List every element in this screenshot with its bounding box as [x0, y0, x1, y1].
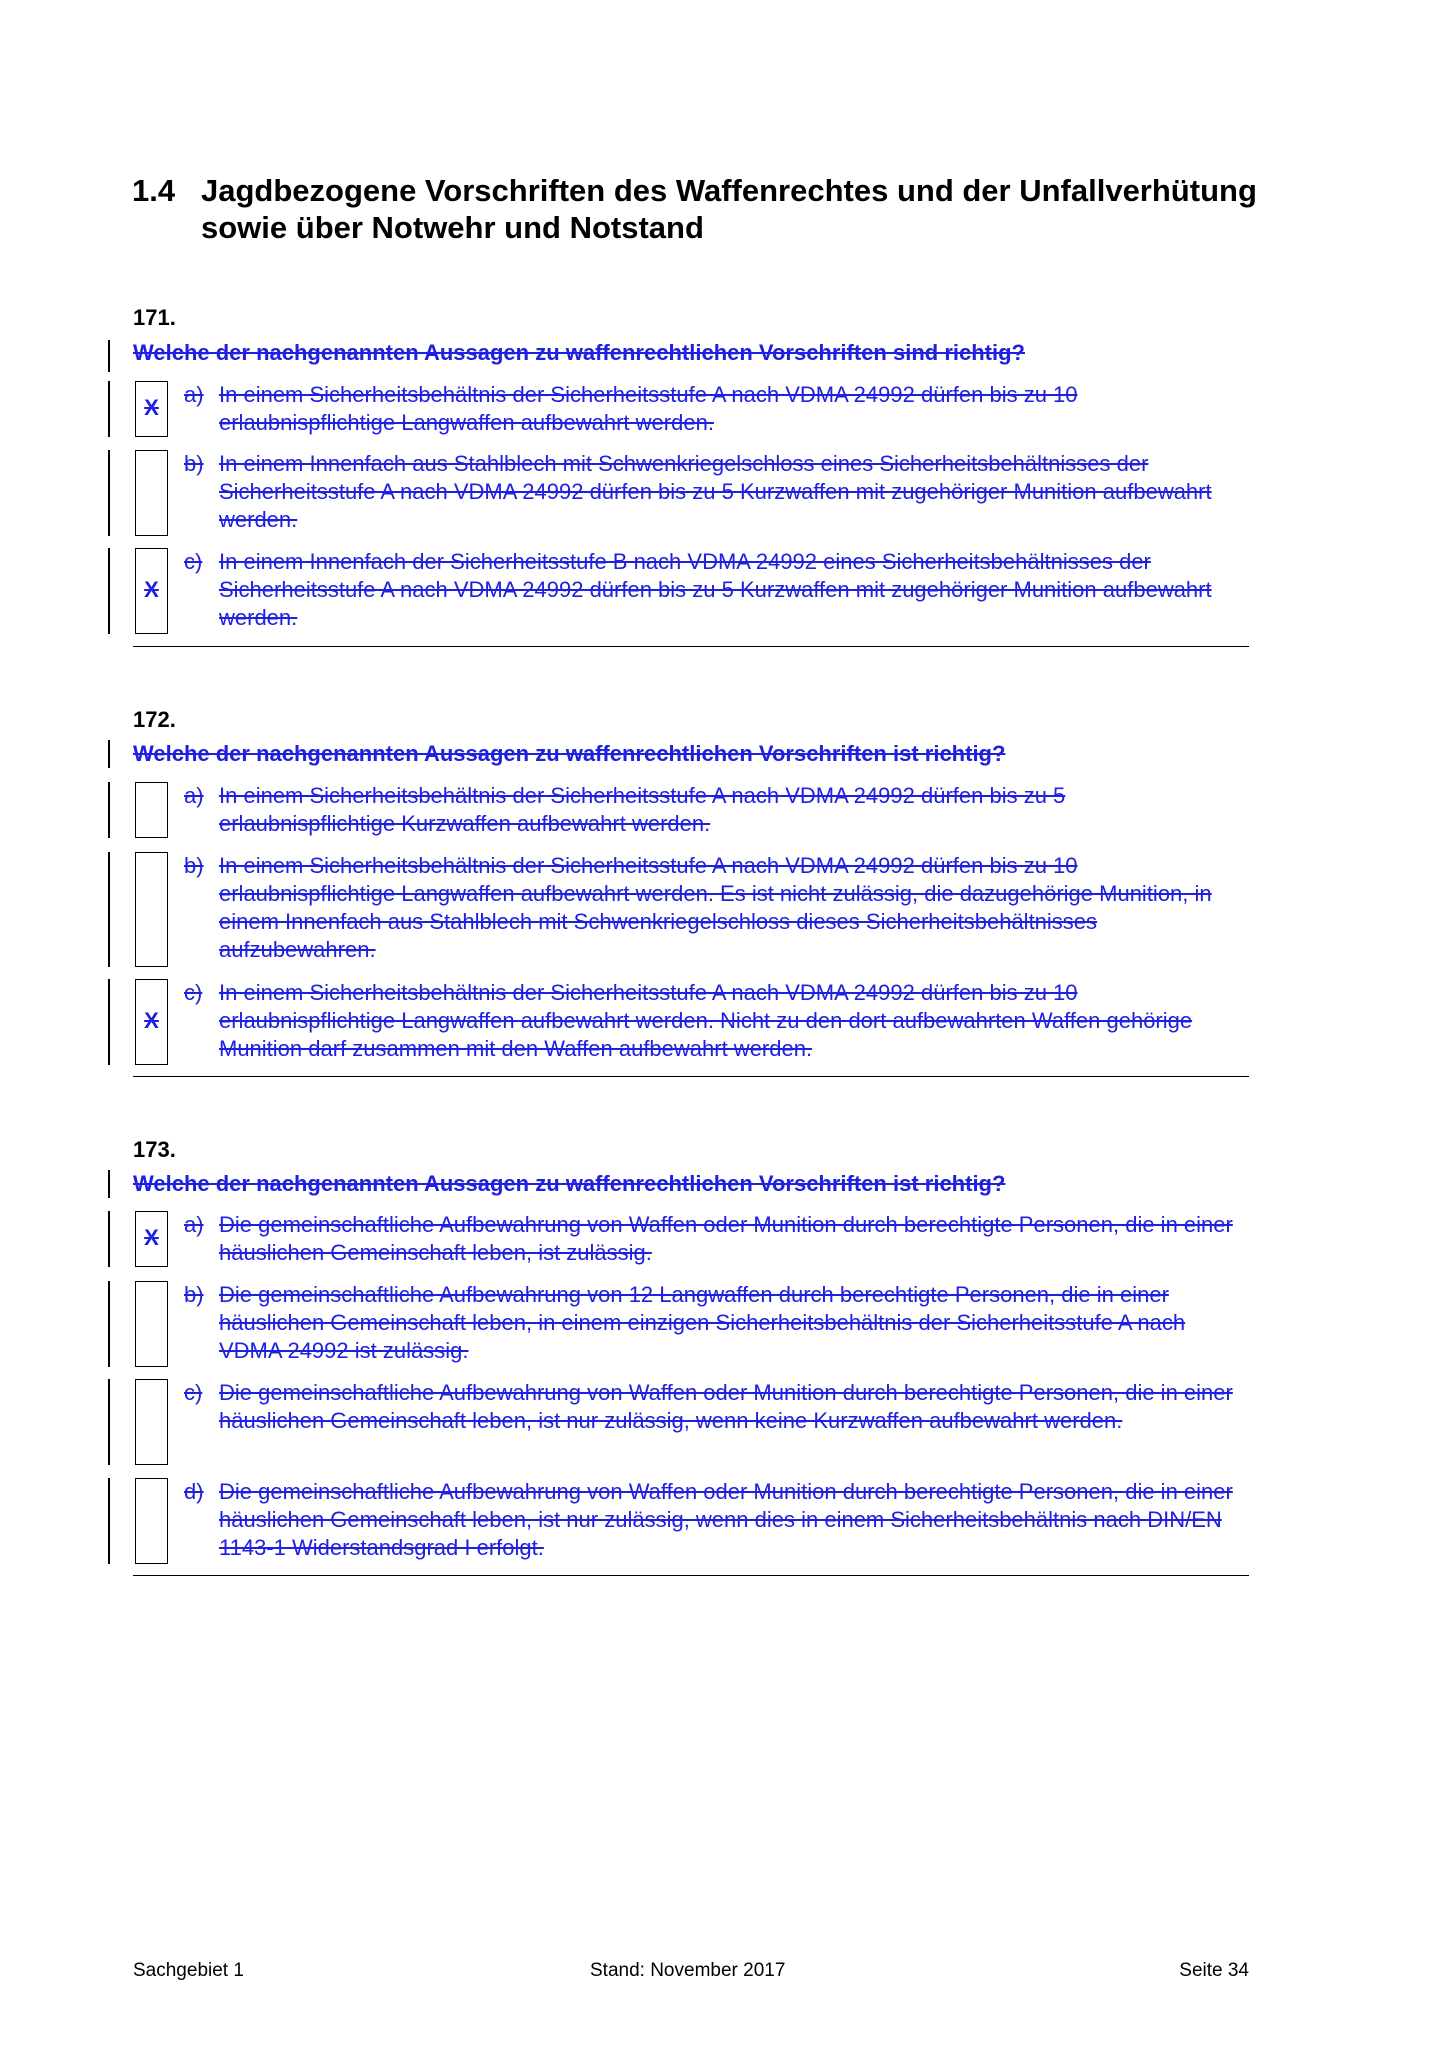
answer-text: In einem Innenfach der Sicherheitsstufe B nach VDMA 24992 eines Sicherheitsbehältnisses der Sicherheitsstufe A nach VDMA 24992 dürfen bis zu 5 Kurzwaffen mit zugehöriger Munition aufbewahrt werden. [219, 549, 1212, 630]
answer-letter: c) [184, 980, 203, 1005]
checkmark-x-icon: X [144, 395, 159, 420]
change-bar [108, 450, 110, 536]
answer-text: Die gemeinschaftliche Aufbewahrung von Waffen oder Munition durch berechtigte Personen, die in einer häuslichen Gemeinschaft leben, ist zulässig. [219, 1212, 1233, 1265]
answer-checkbox[interactable] [135, 782, 168, 838]
answer-checkbox[interactable] [135, 852, 168, 967]
answer-letter: a) [184, 783, 204, 808]
divider [133, 646, 1249, 647]
checkmark-x-icon: X [144, 1225, 159, 1250]
footer-section-label: Sachgebiet 1 [133, 1960, 244, 1981]
answer-letter: a) [184, 1212, 204, 1237]
question-number: 172. [133, 707, 176, 732]
change-bar [108, 1281, 110, 1367]
answer-text: Die gemeinschaftliche Aufbewahrung von Waffen oder Munition durch berechtigte Personen, die in einer häuslichen Gemeinschaft leben, ist nur zulässig, wenn keine Kurzwaffen aufbewahrt werden. [219, 1380, 1233, 1433]
answer-letter: d) [184, 1479, 204, 1504]
section-number: 1.4 [132, 173, 176, 208]
change-bar [108, 852, 110, 967]
section-title: Jagdbezogene Vorschriften des Waffenrechtes und der Unfallverhütung sowie über Notwehr und Notstand [201, 173, 1257, 245]
answer-letter: c) [184, 1380, 203, 1405]
question-text: Welche der nachgenannten Aussagen zu waffenrechtlichen Vorschriften sind richtig? [133, 340, 1025, 365]
question-text: Welche der nachgenannten Aussagen zu waffenrechtlichen Vorschriften ist richtig? [133, 1171, 1006, 1196]
answer-checkbox[interactable] [135, 1281, 168, 1367]
answer-text: In einem Innenfach aus Stahlblech mit Schwenkriegelschloss eines Sicherheitsbehältnisses der Sicherheitsstufe A nach VDMA 24992 dürfen bis zu 5 Kurzwaffen mit zugehöriger Munition aufbewahrt werden. [219, 451, 1212, 532]
answer-text: In einem Sicherheitsbehältnis der Sicherheitsstufe A nach VDMA 24992 dürfen bis zu 10 erlaubnispflichtige Langwaffen aufbewahrt werden. [219, 382, 1078, 435]
answer-text: Die gemeinschaftliche Aufbewahrung von Waffen oder Munition durch berechtigte Personen, die in einer häuslichen Gemeinschaft leben, ist nur zulässig, wenn dies in einem Sicherheitsbehältnis nach DIN/EN 1143-1 Widerstandsgrad I erfolgt. [219, 1479, 1233, 1560]
answer-checkbox[interactable] [135, 450, 168, 536]
answer-letter: b) [184, 451, 204, 476]
change-bar [108, 1379, 110, 1465]
change-bar [108, 1170, 110, 1198]
checkmark-x-icon: X [144, 1008, 159, 1033]
question-number: 173. [133, 1137, 176, 1162]
answer-text: In einem Sicherheitsbehältnis der Sicherheitsstufe A nach VDMA 24992 dürfen bis zu 5 erlaubnispflichtige Kurzwaffen aufbewahrt werden. [219, 783, 1066, 836]
footer-date: Stand: November 2017 [590, 1960, 786, 1981]
change-bar [108, 1478, 110, 1564]
checkmark-x-icon: X [144, 577, 159, 602]
change-bar [108, 979, 110, 1065]
change-bar [108, 548, 110, 634]
answer-checkbox[interactable] [135, 1478, 168, 1564]
divider [133, 1076, 1249, 1077]
footer-page-number: Seite 34 [1179, 1960, 1249, 1981]
answer-letter: b) [184, 853, 204, 878]
change-bar [108, 782, 110, 838]
answer-checkbox[interactable] [135, 1379, 168, 1465]
divider [133, 1575, 1249, 1576]
answer-checkbox[interactable] [135, 548, 168, 634]
answer-checkbox[interactable] [135, 381, 168, 437]
question-text: Welche der nachgenannten Aussagen zu waffenrechtlichen Vorschriften ist richtig? [133, 741, 1006, 766]
change-bar [108, 1211, 110, 1267]
change-bar [108, 381, 110, 437]
answer-text: In einem Sicherheitsbehältnis der Sicherheitsstufe A nach VDMA 24992 dürfen bis zu 10 erlaubnispflichtige Langwaffen aufbewahrt werden. Es ist nicht zulässig, die dazugehörige Munition, in einem Innenfach aus Stahlblech mit Schwenkriegelschloss dieses Sicherheitsbehältnisses aufzubewahren. [219, 853, 1212, 962]
answer-text: Die gemeinschaftliche Aufbewahrung von 12 Langwaffen durch berechtigte Personen, die in einer häuslichen Gemeinschaft leben, in einem einzigen Sicherheitsbehältnis der Sicherheitsstufe A nach VDMA 24992 ist zulässig. [219, 1282, 1186, 1363]
answer-checkbox[interactable] [135, 1211, 168, 1267]
answer-letter: b) [184, 1282, 204, 1307]
answer-checkbox[interactable] [135, 979, 168, 1065]
answer-letter: c) [184, 549, 203, 574]
answer-letter: a) [184, 382, 204, 407]
answer-text: In einem Sicherheitsbehältnis der Sicherheitsstufe A nach VDMA 24992 dürfen bis zu 10 erlaubnispflichtige Langwaffen aufbewahrt werden. Nicht zu den dort aufbewahrten Waffen gehörige Munition darf zusammen mit den Waffen aufbewahrt werden. [219, 980, 1193, 1061]
question-number: 171. [133, 305, 176, 330]
change-bar [108, 740, 110, 768]
change-bar [108, 340, 110, 372]
